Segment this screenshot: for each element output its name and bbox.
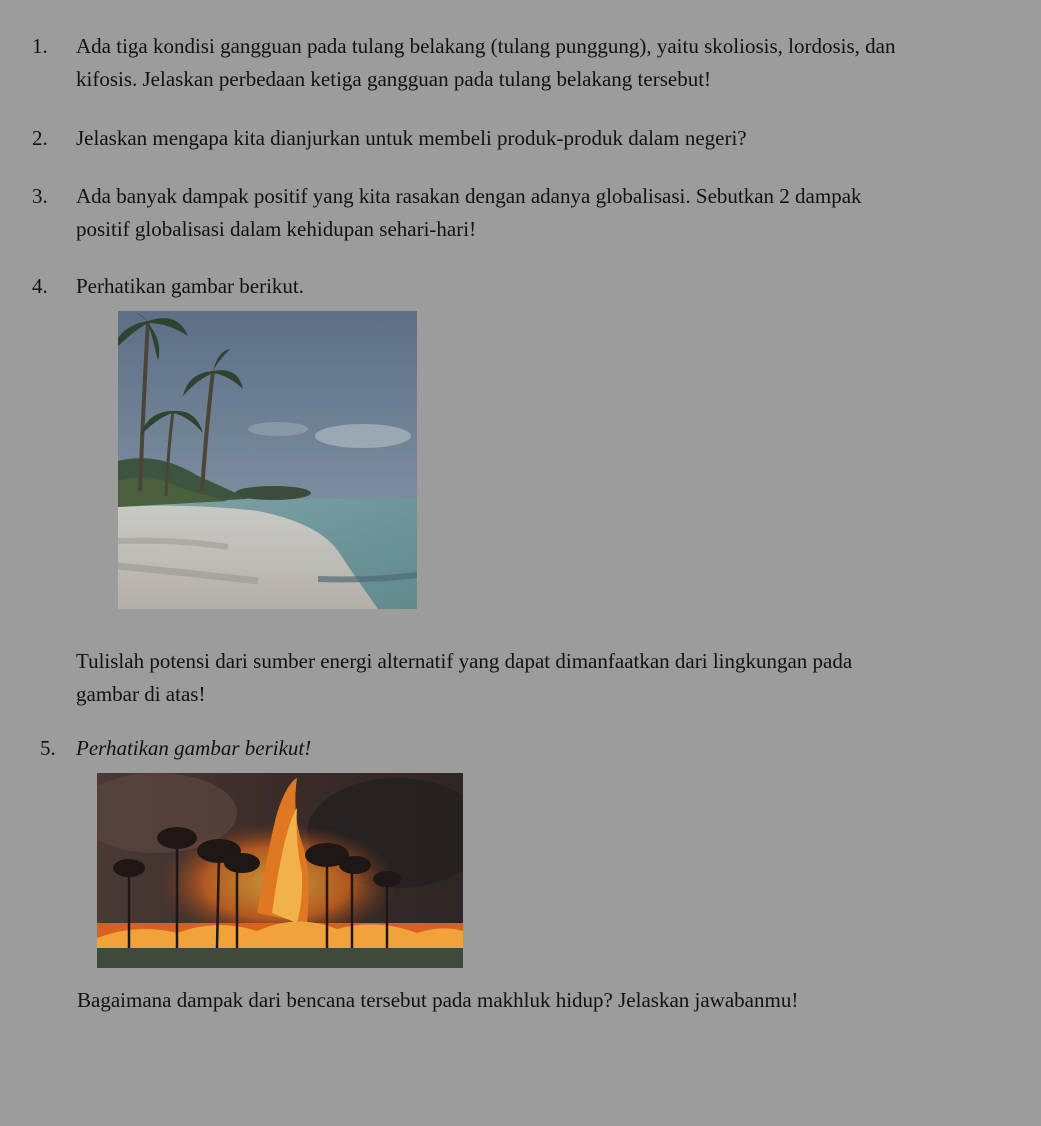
question-number: 5.	[40, 736, 56, 760]
question-number: 2.	[32, 126, 48, 150]
question-number: 4.	[32, 274, 48, 298]
question-intro: Perhatikan gambar berikut.	[76, 274, 305, 298]
question-text	[76, 180, 862, 246]
question-line: gambar di atas!	[76, 682, 206, 706]
question-4-text	[76, 645, 852, 711]
beach-photo	[118, 311, 417, 609]
question-number: 1.	[32, 34, 48, 58]
question-line: Ada banyak dampak positif yang kita rasakan dengan adanya globalisasi. Sebutkan 2 dampak	[76, 184, 862, 208]
question-line: Jelaskan mengapa kita dianjurkan untuk membeli produk-produk dalam negeri?	[76, 126, 747, 150]
forest-fire-photo	[97, 773, 463, 968]
question-line: kifosis. Jelaskan perbedaan ketiga gangguan pada tulang belakang tersebut!	[76, 67, 712, 91]
question-text	[76, 30, 895, 96]
question-line: positif globalisasi dalam kehidupan sehari-hari!	[76, 217, 477, 241]
question-text	[76, 122, 747, 155]
question-number: 3.	[32, 184, 48, 208]
question-intro: Perhatikan gambar berikut!	[76, 736, 312, 760]
question-line: Tulislah potensi dari sumber energi alternatif yang dapat dimanfaatkan dari lingkungan pada	[76, 649, 853, 673]
question-line: Ada tiga kondisi gangguan pada tulang belakang (tulang punggung), yaitu skoliosis, lordosis, dan	[76, 34, 896, 58]
question-line: Bagaimana dampak dari bencana tersebut pada makhluk hidup? Jelaskan jawabanmu!	[77, 988, 799, 1012]
question-5-text	[77, 984, 798, 1017]
